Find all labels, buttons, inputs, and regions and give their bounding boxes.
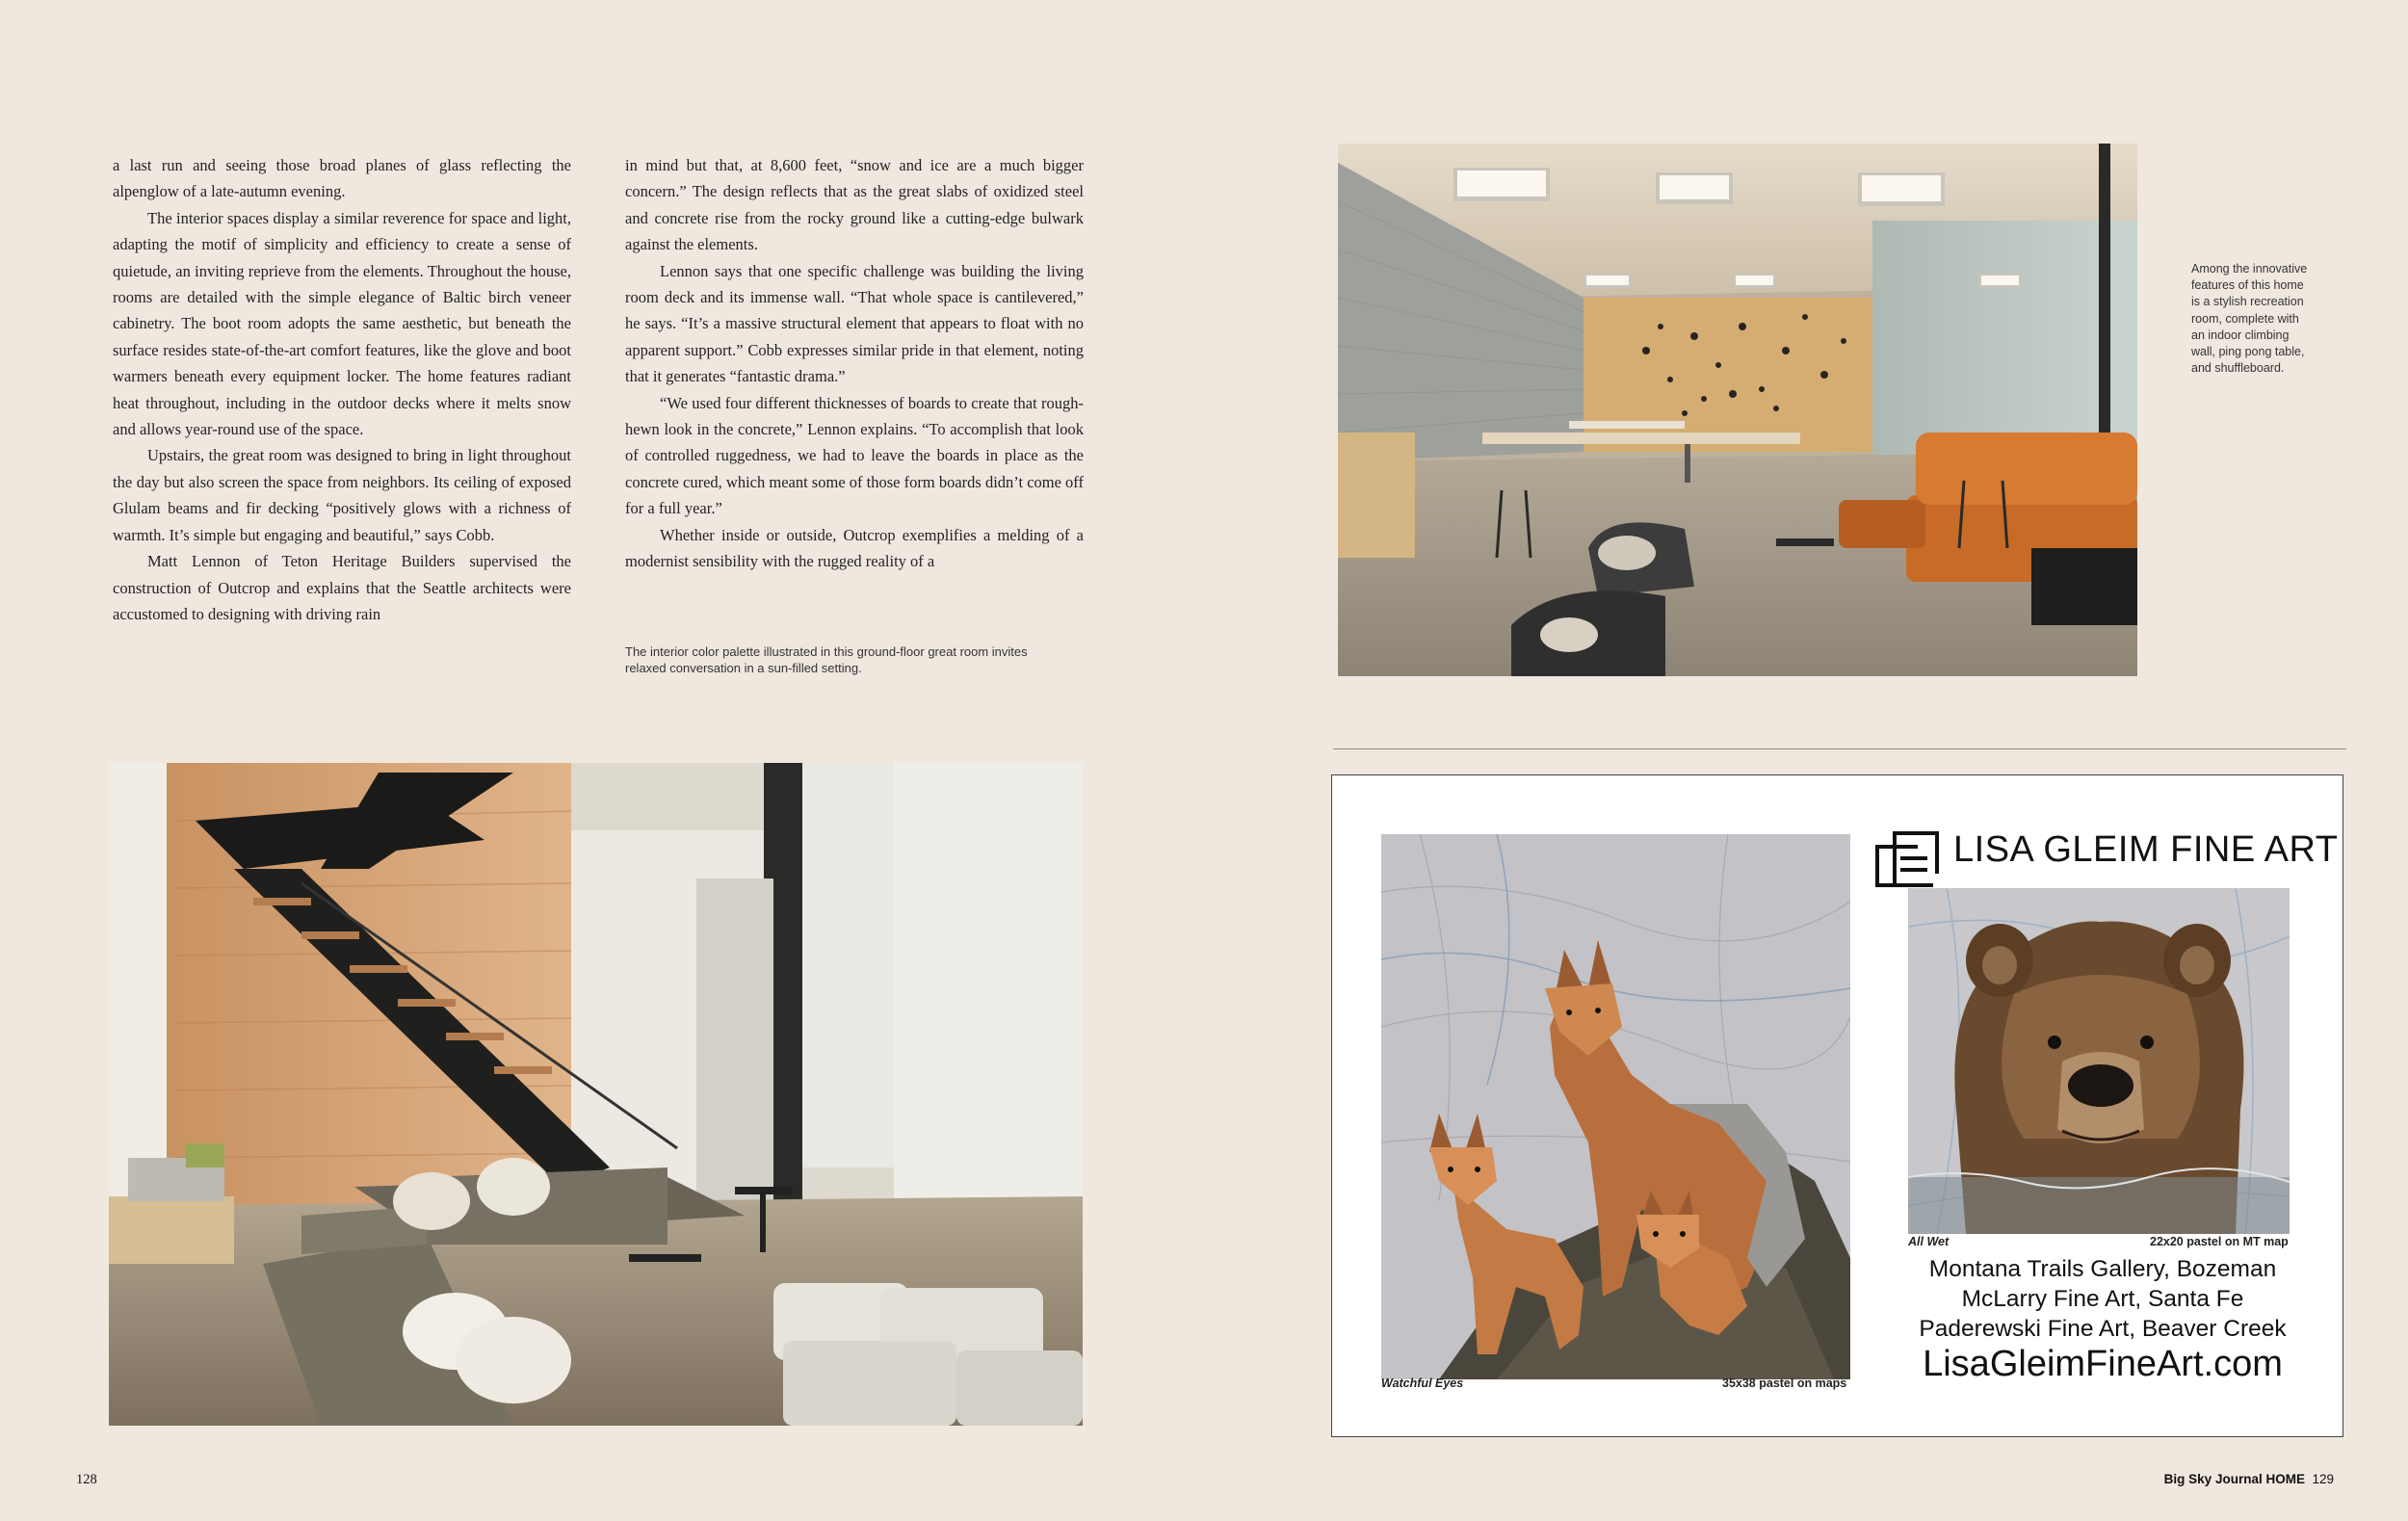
gallery-line: Paderewski Fine Art, Beaver Creek — [1919, 1316, 2287, 1342]
gallery-line: McLarry Fine Art, Santa Fe — [1961, 1286, 2244, 1312]
lisa-gleim-logo-icon — [1871, 824, 1944, 891]
page-number-left: 128 — [76, 1472, 97, 1487]
advertiser-website: LisaGleimFineArt.com — [1923, 1344, 2283, 1384]
advertiser-name: LISA GLEIM FINE ART — [1953, 829, 2339, 870]
paragraph: Lennon says that one specific challenge was building the living room deck and its immense wall. “That whole space is cantilevered,” he says. “It’s a massive structural element that appears to float with no apparent support.” Cobb expresses similar pride in that element, noting that it generates “fantastic drama.” — [625, 261, 1084, 386]
living-room-photo — [109, 763, 1083, 1426]
magazine-name: Big Sky Journal HOME — [2163, 1472, 2305, 1486]
paragraph: “We used four different thicknesses of boards to create that rough-hewn look in the concrete,” Lennon explains. “To accomplish that look of controlled ruggedness, we had to leave the boards in place as the concrete cured, which meant some of those form boards didn’t come off for a full year.” — [625, 393, 1084, 518]
bear-painting-medium: 22x20 pastel on MT map — [2150, 1235, 2289, 1248]
recreation-room-photo — [1338, 144, 2137, 676]
article-column-left — [113, 152, 571, 627]
page-number-right: 129 — [2312, 1472, 2334, 1486]
article-column-right — [625, 152, 1084, 575]
paragraph: Whether inside or outside, Outcrop exemplifies a melding of a modernist sensibility with the rugged reality of a — [625, 525, 1084, 571]
paragraph: in mind but that, at 8,600 feet, “snow and ice are a much bigger concern.” The design reflects that as the great slabs of oxidized steel and concrete rise from the rocky ground like a cutting-edge bulwark against the elements. — [625, 156, 1084, 254]
fox-painting — [1381, 834, 1850, 1379]
paragraph: Upstairs, the great room was designed to bring in light throughout the day but also screen the space from neighbors. Its ceiling of exposed Glulam beams and fir decking “positively glows with a richness of warmth. It’s simple but engaging and beautiful,” says Cobb. — [113, 446, 571, 544]
advertisement-lisa-gleim — [1331, 774, 2343, 1437]
paragraph: a last run and seeing those broad planes of glass reflecting the alpenglow of a late-autumn evening. — [113, 156, 571, 201]
bear-painting-title: All Wet — [1908, 1235, 1950, 1248]
folio-right — [2164, 1472, 2334, 1486]
paragraph: The interior spaces display a similar reverence for space and light, adapting the motif of simplicity and efficiency to create a sense of quietude, an inviting reprieve from the elements. Throughout the house, rooms are detailed with the simple elegance of Baltic birch veneer cabinetry. The boot room adopts the same aesthetic, but beneath the surface resides state-of-the-art comfort features, like the glove and boot warmers beneath every equipment locker. The home features radiant heat throughout, including in the outdoor decks where it melts snow and allows year-round use of the space. — [113, 208, 571, 439]
recreation-room-caption: Among the innovative features of this home is a stylish recreation room, complete with an indoor climbing wall, ping pong table, and shuffleboard. — [2191, 262, 2308, 376]
living-room-caption: The interior color palette illustrated in this ground-floor great room invites relaxed conversation in a sun-filled setting. — [625, 644, 1028, 675]
section-divider — [1333, 748, 2346, 749]
fox-painting-title: Watchful Eyes — [1381, 1377, 1464, 1390]
gallery-line: Montana Trails Gallery, Bozeman — [1928, 1256, 2277, 1282]
bear-painting — [1908, 888, 2290, 1234]
fox-painting-medium: 35x38 pastel on maps — [1722, 1377, 1847, 1390]
paragraph: Matt Lennon of Teton Heritage Builders supervised the construction of Outcrop and explains that the Seattle architects were accustomed to designing with driving rain — [113, 552, 571, 623]
